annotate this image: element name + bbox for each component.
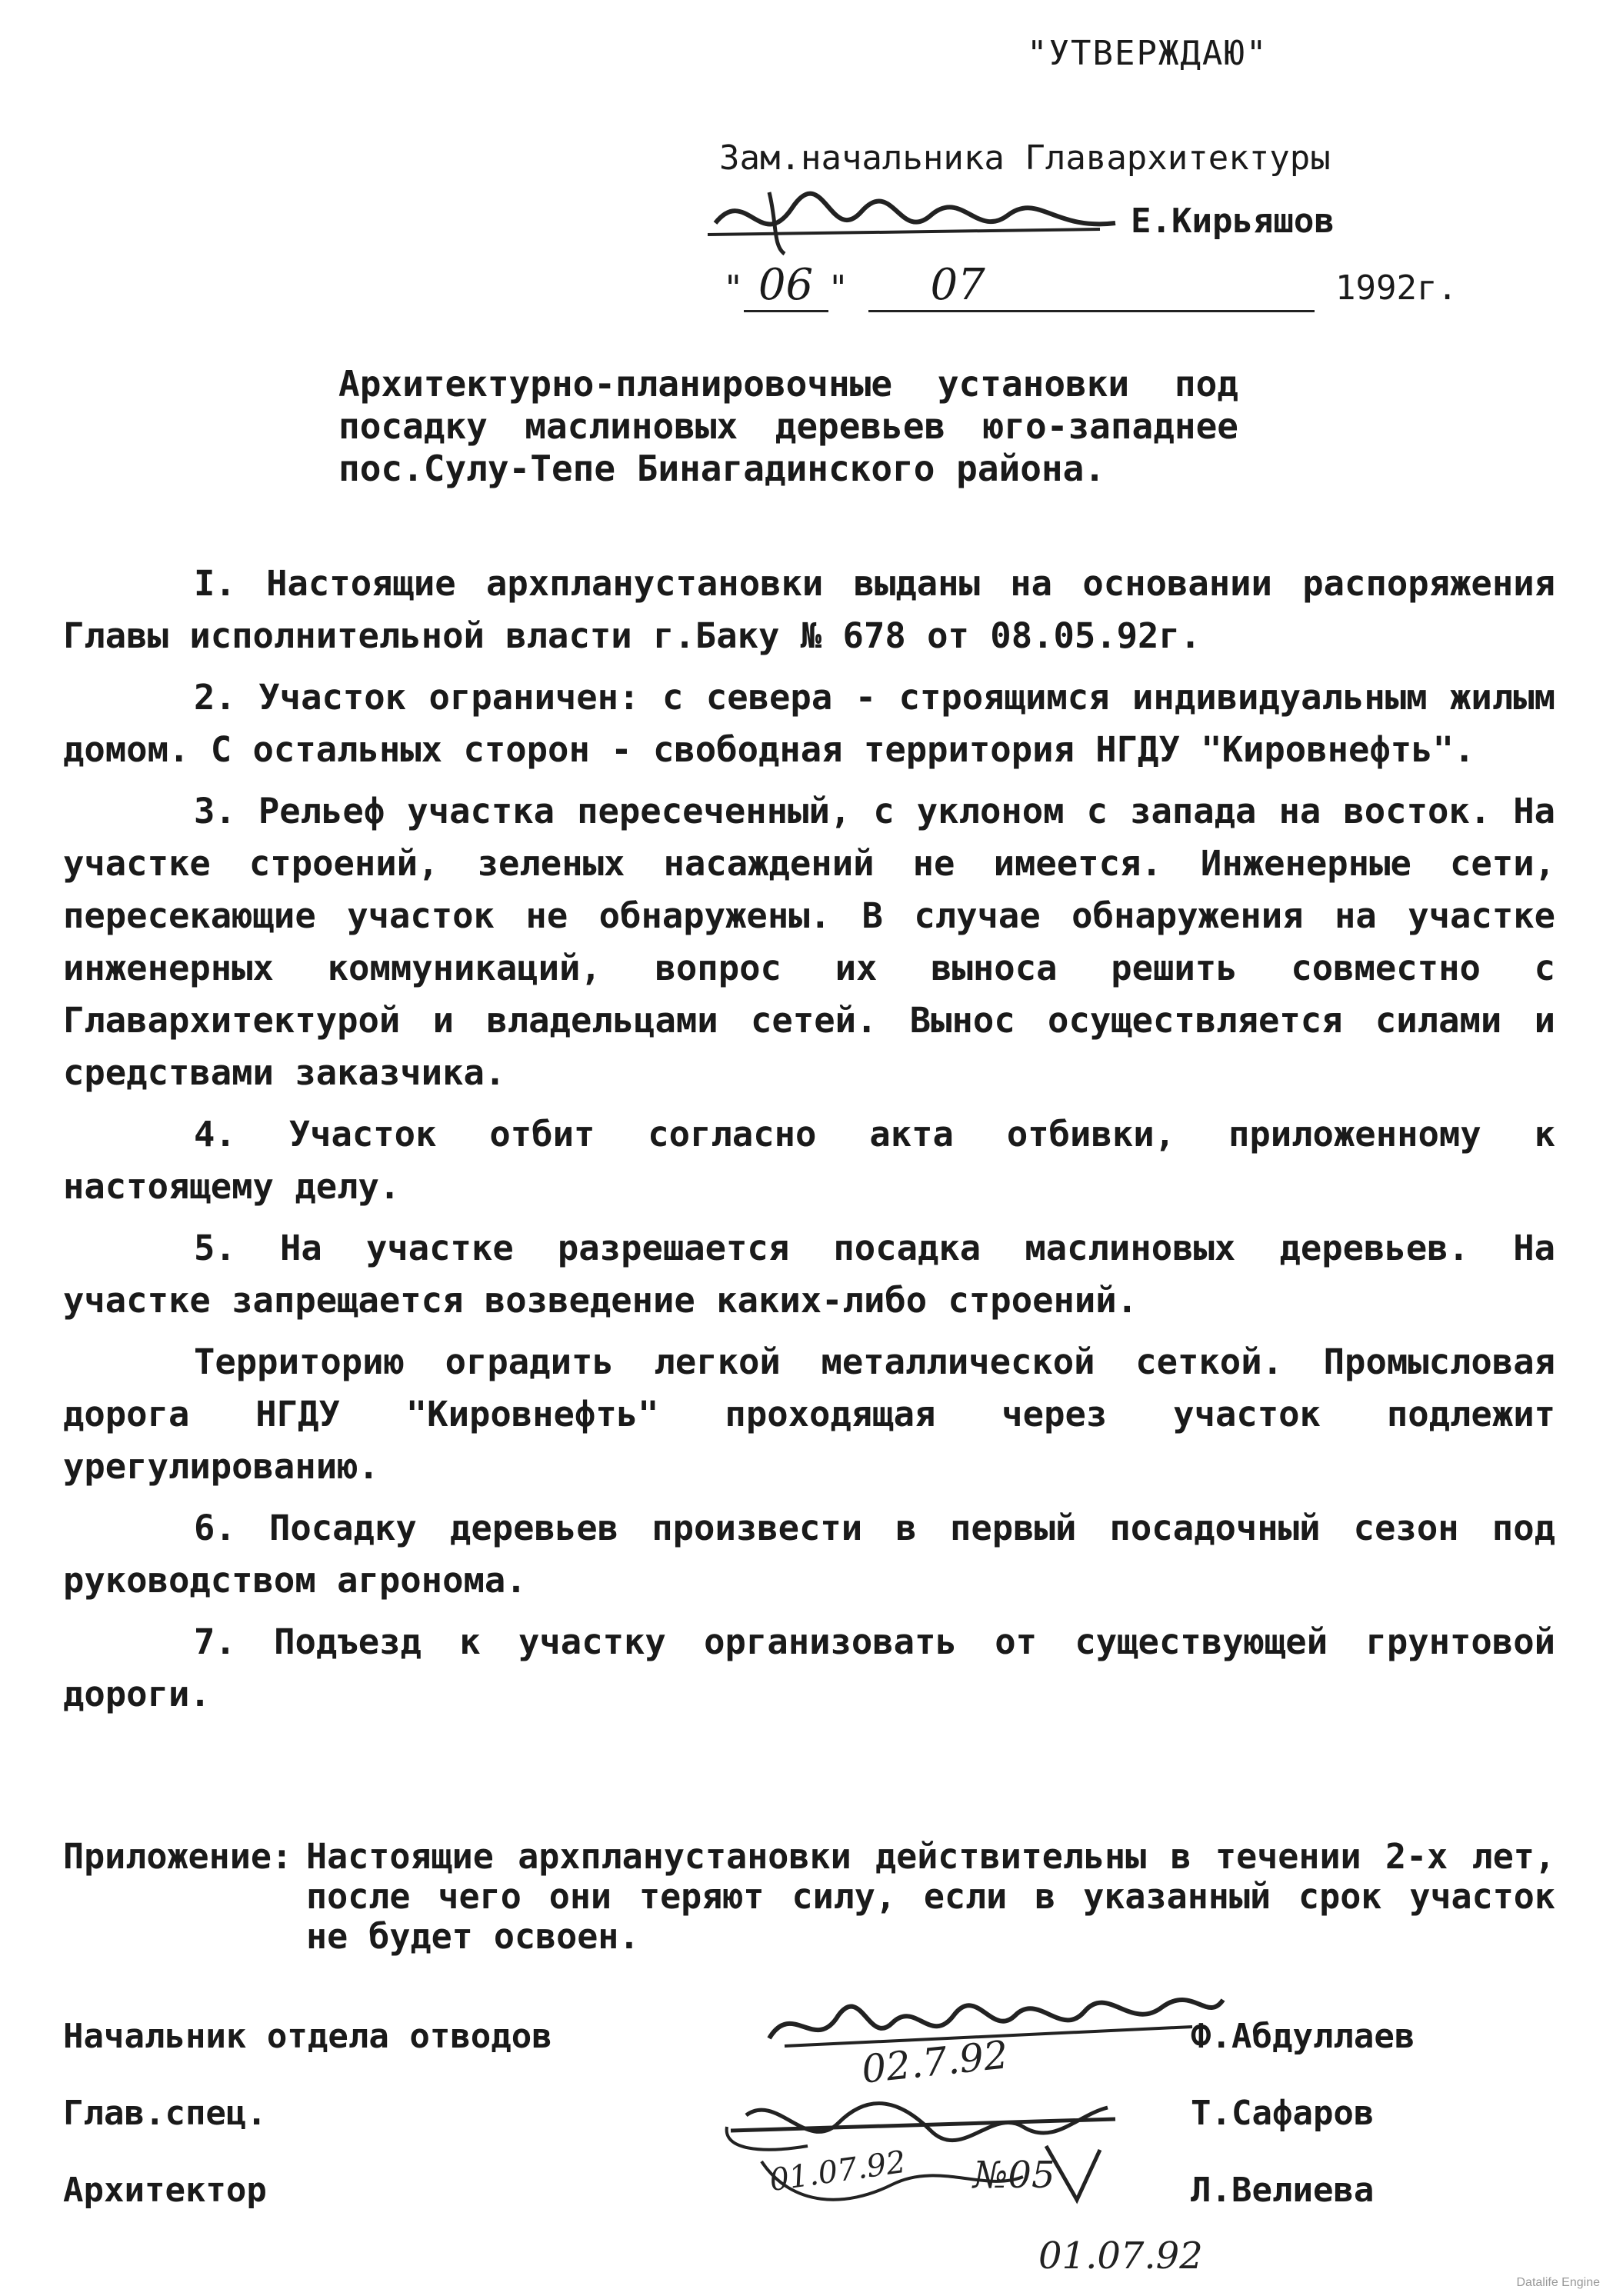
appendix <box>63 1837 1555 1957</box>
handwritten-date-3: 01.07.92 <box>1038 2234 1203 2278</box>
paragraph-5: 5. На участке разрешается посадка маслиновых деревьев. На участке запрещается возведение каких-либо строений. <box>63 1228 1555 1321</box>
handwritten-number: №05 <box>973 2154 1055 2197</box>
paragraph-1: I. Настоящие архпланустановки выданы на основании распоряжения Главы исполнительной власти г.Баку № 678 от 08.05.92г. <box>63 563 1555 656</box>
signature-name-1: Ф.Абдуллаев <box>1191 2017 1415 2056</box>
date-year: 1992г. <box>1335 268 1458 308</box>
paragraph-2: 2. Участок ограничен: с севера - строящимся индивидуальным жилым домом. С остальных сторон - свободная территория НГДУ "Кировнефть". <box>63 677 1555 770</box>
handwritten-date-1: 02.7.92 <box>859 2032 1011 2092</box>
date-day: 06 <box>758 260 814 310</box>
approver-name: Е.Кирьяшов <box>1131 202 1335 241</box>
approval-header: "УТВЕРЖДАЮ" <box>1027 34 1268 73</box>
paragraph-7: 7. Подъезд к участку организовать от существующей грунтовой дороги. <box>63 1621 1555 1715</box>
paragraph-6: 6. Посадку деревьев произвести в первый посадочный сезон под руководством агронома. <box>63 1508 1555 1601</box>
appendix-label: Приложение: <box>63 1836 293 1877</box>
approver-position: Зам.начальника Главархитектуры <box>719 138 1331 178</box>
approval-date: " 06 " 07 1992г. <box>723 260 1458 312</box>
watermark: Datalife Engine <box>1516 2276 1600 2289</box>
approver-signature <box>700 177 1131 262</box>
paragraph-5-continued: Территорию оградить легкой металлической сеткой. Промысловая дорога НГДУ "Кировнефть" проходящая через участок подлежит урегулированию. <box>63 1341 1555 1487</box>
paragraph-4: 4. Участок отбит согласно акта отбивки, приложенному к настоящему делу. <box>63 1114 1555 1207</box>
date-month: 07 <box>930 260 985 310</box>
appendix-text: Настоящие архпланустановки действительны в течении 2-х лет, после чего они теряют силу, если в указанный срок участок не будет освоен. <box>306 1836 1555 1957</box>
paragraph-3: 3. Рельеф участка пересеченный, с уклоном с запада на восток. На участке строений, зеленых насаждений не имеется. Инженерные сети, пересекающие участок не обнаружены. В случае обнаружения на участке инженерных коммуникаций, вопрос их выноса решить совместно с Главархитектурой и владельцами сетей. Вынос осуществляется силами и средствами заказчика. <box>63 791 1555 1093</box>
signature-role-3: Архитектор <box>63 2171 267 2210</box>
document-title: Архитектурно-планировочные установки под посадку маслиновых деревьев юго-западнее пос.Сулу-Тепе Бинагадинского района. <box>338 363 1238 489</box>
signature-role-2: Глав.спец. <box>63 2094 267 2133</box>
document-body <box>63 558 1555 1721</box>
signature-name-3: Л.Велиева <box>1191 2171 1375 2210</box>
signature-name-2: Т.Сафаров <box>1191 2094 1375 2133</box>
handwritten-date-2: 01.07.92 <box>767 2144 908 2199</box>
signature-role-1: Начальник отдела отводов <box>63 2017 552 2056</box>
